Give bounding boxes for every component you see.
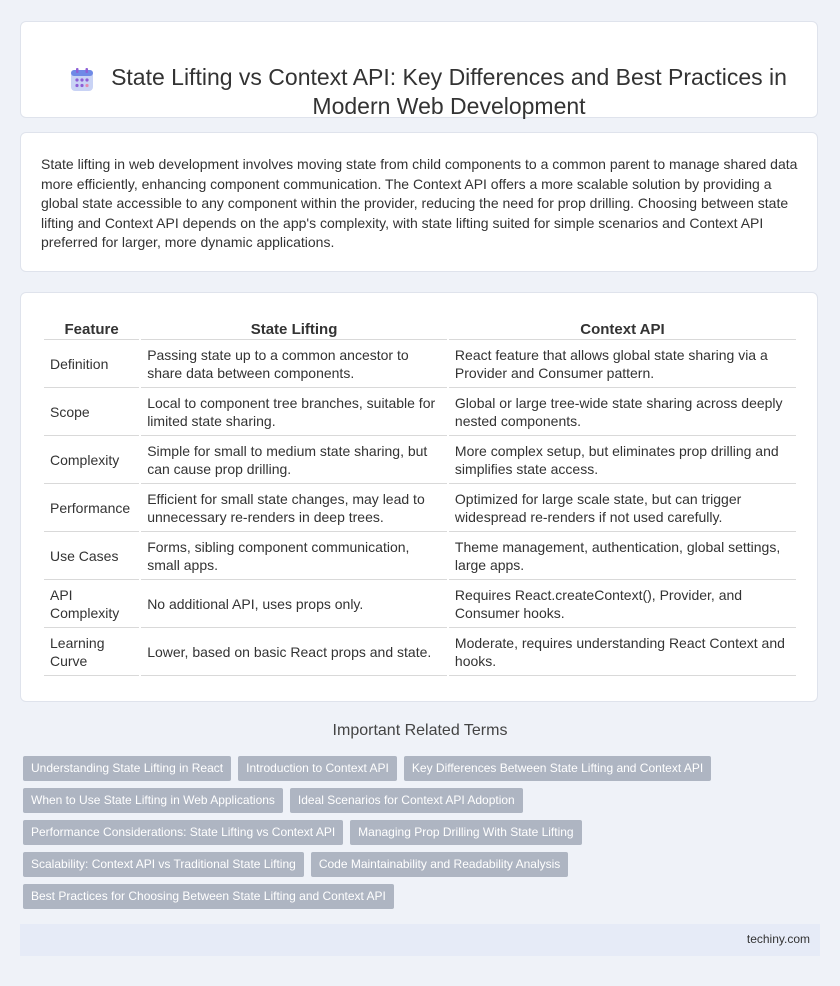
related-term-tag[interactable]: Managing Prop Drilling With State Lifting [350, 820, 581, 845]
header-context-api: Context API [449, 314, 796, 340]
related-term-tag[interactable]: Scalability: Context API vs Traditional State Lifting [23, 852, 304, 877]
related-term-tag[interactable]: Performance Considerations: State Lifting vs Context API [23, 820, 343, 845]
related-terms-heading: Important Related Terms [332, 722, 508, 739]
row-context-api: React feature that allows global state sharing via a Provider and Consumer pattern. [449, 340, 796, 388]
row-feature: API Complexity [44, 580, 139, 628]
related-terms-list [23, 756, 723, 909]
footer [20, 924, 820, 956]
row-state-lifting: Simple for small to medium state sharing, but can cause prop drilling. [141, 436, 447, 484]
row-state-lifting: No additional API, uses props only. [141, 580, 447, 628]
table-row [44, 340, 796, 388]
row-feature: Complexity [44, 436, 139, 484]
comparison-table [42, 314, 798, 676]
related-term-tag[interactable]: Best Practices for Choosing Between State Lifting and Context API [23, 884, 394, 909]
row-context-api: More complex setup, but eliminates prop drilling and simplifies state access. [449, 436, 796, 484]
table-header-row [44, 314, 796, 340]
row-state-lifting: Efficient for small state changes, may lead to unnecessary re-renders in deep trees. [141, 484, 447, 532]
calendar-grid-icon [69, 67, 95, 93]
row-feature: Definition [44, 340, 139, 388]
header-feature: Feature [44, 314, 139, 340]
related-term-tag[interactable]: Introduction to Context API [238, 756, 397, 781]
intro-card [20, 132, 818, 272]
related-term-tag[interactable]: When to Use State Lifting in Web Applications [23, 788, 283, 813]
row-feature: Learning Curve [44, 628, 139, 676]
table-row [44, 532, 796, 580]
related-term-tag[interactable]: Understanding State Lifting in React [23, 756, 231, 781]
row-context-api: Optimized for large scale state, but can trigger widespread re-renders if not used carefully. [449, 484, 796, 532]
table-row [44, 436, 796, 484]
related-term-tag[interactable]: Ideal Scenarios for Context API Adoption [290, 788, 523, 813]
row-state-lifting: Lower, based on basic React props and state. [141, 628, 447, 676]
table-row [44, 628, 796, 676]
intro-paragraph: State lifting in web development involves moving state from child components to a common parent to manage shared data more efficiently, enhancing component communication. The Context API offers a more scalable solution by providing a global state accessible to any component within the provider, reducing the need for prop drilling. Choosing between state lifting and Context API depends on the app's complexity, with state lifting suited for simple scenarios and Context API preferred for larger, more dynamic applications. [41, 156, 798, 250]
title-card [20, 21, 818, 118]
row-feature: Scope [44, 388, 139, 436]
row-state-lifting: Local to component tree branches, suitable for limited state sharing. [141, 388, 447, 436]
table-row [44, 484, 796, 532]
row-context-api: Theme management, authentication, global settings, large apps. [449, 532, 796, 580]
row-context-api: Global or large tree-wide state sharing across deeply nested components. [449, 388, 796, 436]
table-row [44, 388, 796, 436]
footer-site-link[interactable]: techiny.com [746, 932, 810, 946]
related-term-tag[interactable]: Code Maintainability and Readability Analysis [311, 852, 568, 877]
related-term-tag[interactable]: Key Differences Between State Lifting and Context API [404, 756, 711, 781]
page-title: State Lifting vs Context API: Key Differences and Best Practices in Modern Web Development [111, 64, 787, 119]
header-state-lifting: State Lifting [141, 314, 447, 340]
row-feature: Performance [44, 484, 139, 532]
table-row [44, 580, 796, 628]
row-state-lifting: Forms, sibling component communication, small apps. [141, 532, 447, 580]
row-state-lifting: Passing state up to a common ancestor to share data between components. [141, 340, 447, 388]
row-feature: Use Cases [44, 532, 139, 580]
row-context-api: Moderate, requires understanding React Context and hooks. [449, 628, 796, 676]
row-context-api: Requires React.createContext(), Provider, and Consumer hooks. [449, 580, 796, 628]
comparison-table-card [20, 292, 818, 702]
